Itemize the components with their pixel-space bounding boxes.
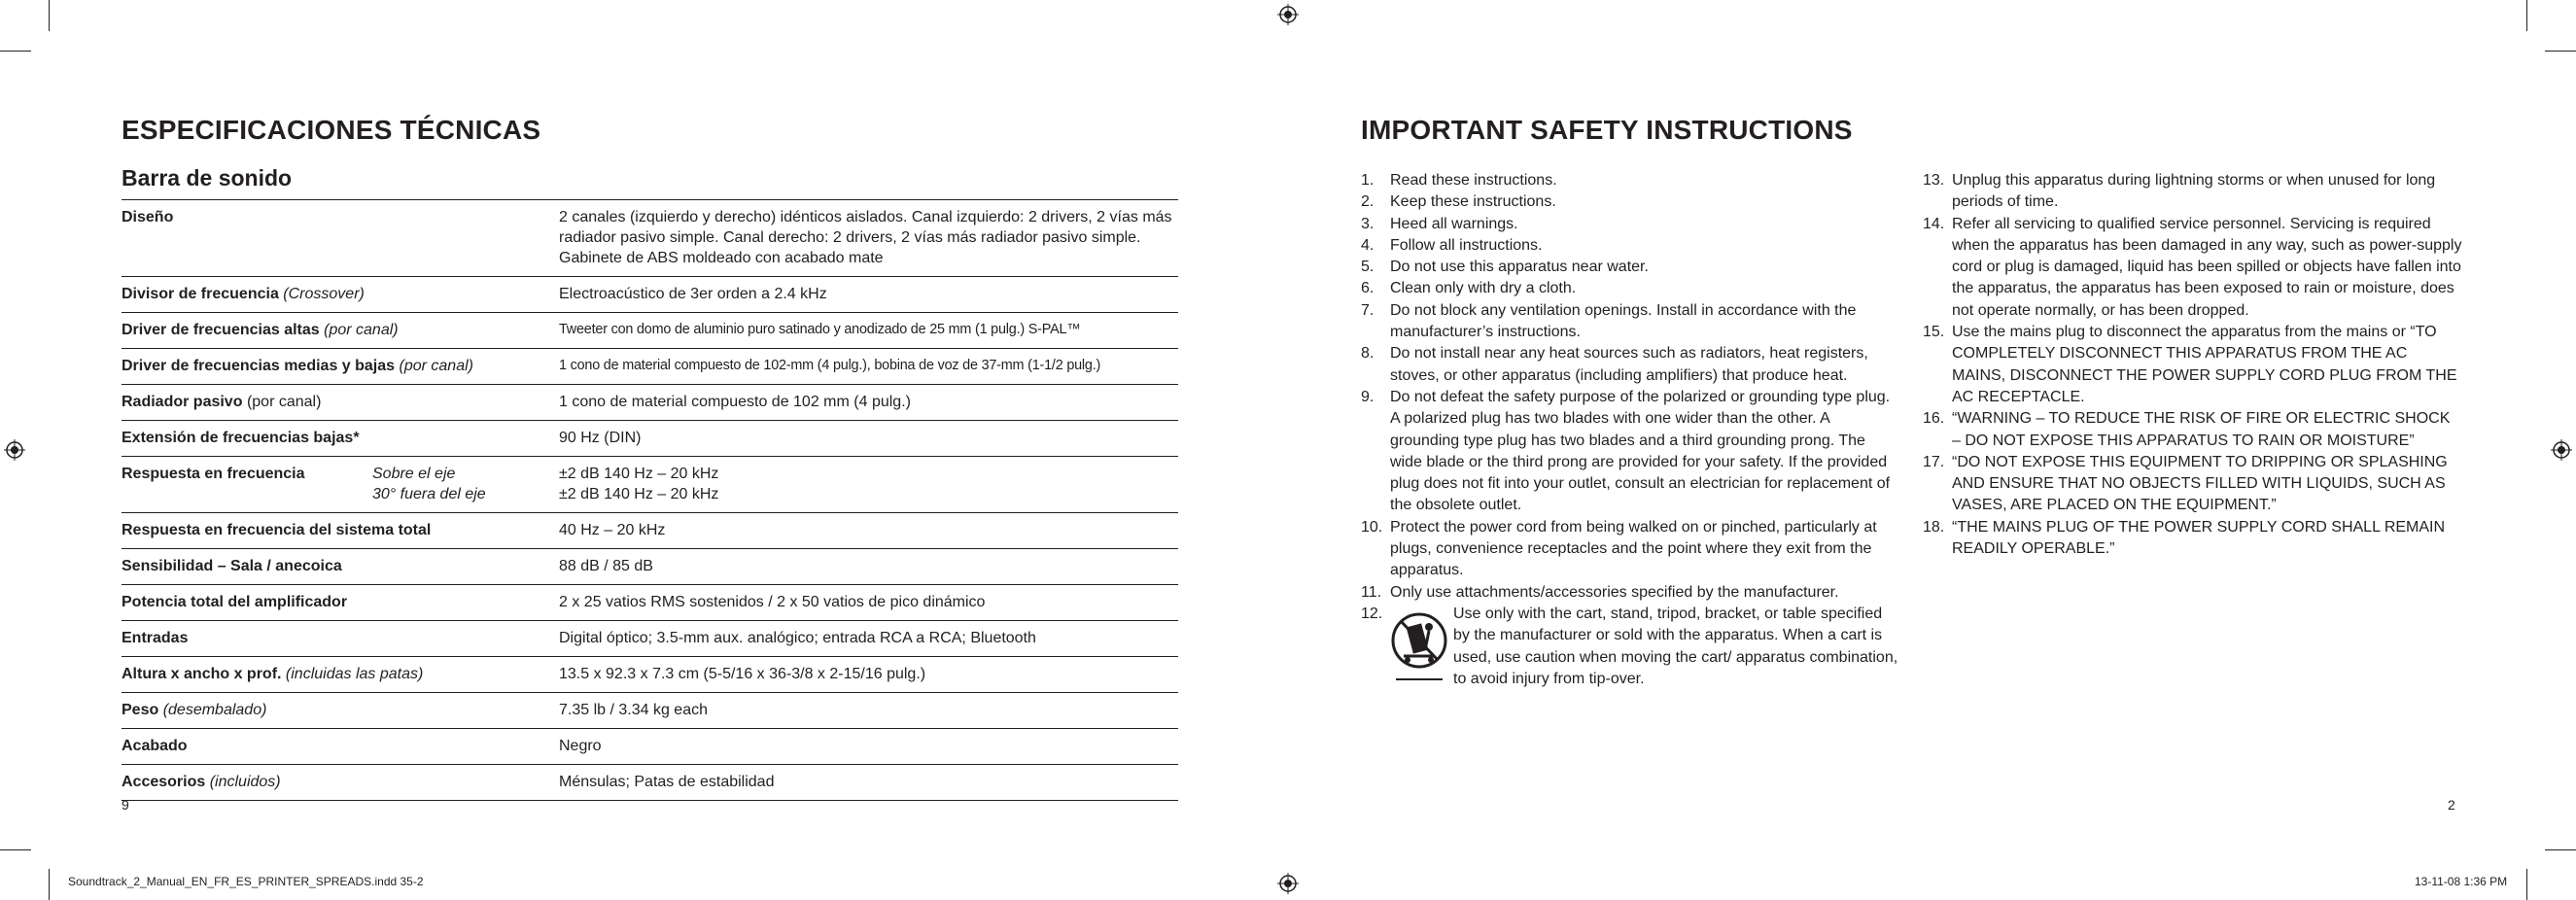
spec-value: 88 dB / 85 dB [559, 558, 653, 574]
instruction-text: Heed all warnings. [1390, 215, 1518, 232]
slug-filename: Soundtrack_2_Manual_EN_FR_ES_PRINTER_SPREADS.indd 35-2 [68, 875, 424, 888]
crop-mark [2545, 51, 2576, 52]
spec-value: 1 cono de material compuesto de 102 mm (4 pulg.) [559, 394, 911, 410]
instructions-column-2 [1923, 170, 2462, 560]
instruction-text: Only use attachments/accessories specified by the manufacturer. [1390, 583, 1839, 601]
spec-label-text: Sensibilidad – Sala / anecoica [122, 558, 342, 574]
registration-mark-icon [1277, 873, 1299, 894]
spec-row [122, 349, 1178, 385]
spec-label-note: (por canal) [324, 322, 399, 338]
instruction-number: 11. [1361, 583, 1382, 601]
instruction-item [1923, 322, 2462, 408]
crop-mark [0, 849, 31, 850]
registration-mark-icon [1277, 4, 1299, 25]
instruction-number: 3. [1361, 215, 1375, 232]
spec-label-text: Respuesta en frecuencia del sistema total [122, 522, 432, 538]
spec-label-note: (por canal) [246, 394, 322, 410]
instruction-text: “DO NOT EXPOSE THIS EQUIPMENT TO DRIPPING OR SPLASHING AND ENSURE THAT NO OBJECTS FILLED WITH LIQUIDS, SUCH AS VASES, ARE PLACED ON THE EQUIPMENT.” [1952, 453, 2448, 514]
spec-row [122, 729, 1178, 765]
spec-value: 40 Hz – 20 kHz [559, 522, 666, 538]
instruction-text: “THE MAINS PLUG OF THE POWER SUPPLY CORD SHALL REMAIN READILY OPERABLE.” [1952, 518, 2446, 558]
spec-label-text: Radiador pasivo [122, 394, 243, 410]
spec-label [122, 736, 559, 756]
registration-mark-icon [4, 439, 25, 461]
instruction-item [1923, 214, 2462, 322]
spec-label [122, 392, 559, 412]
spec-label [122, 356, 559, 376]
spec-value: 2 canales (izquierdo y derecho) idénticos aislados. Canal izquierdo: 2 drivers, 2 vías más radiador pasivo simple. Canal derecho: 2 drivers, 2 vías más radiador pasivo simple. Gabinete de ABS moldeado con acabado mate [559, 209, 1172, 266]
spec-label-text: Respuesta en frecuencia [122, 466, 305, 482]
spec-row [122, 657, 1178, 693]
instruction-item [1361, 387, 1900, 517]
crop-mark [2545, 849, 2576, 850]
instruction-number: 12. [1361, 605, 1383, 622]
instruction-text: Read these instructions. [1390, 172, 1557, 189]
cart-warning-icon [1390, 606, 1448, 683]
spec-table [122, 199, 1178, 801]
instruction-item [1361, 300, 1900, 344]
spec-row [122, 513, 1178, 549]
spec-value: Tweeter con domo de aluminio puro satinado y anodizado de 25 mm (1 pulg.) S-PAL™ [559, 322, 1081, 337]
spec-label [122, 556, 559, 576]
instruction-item [1361, 343, 1900, 387]
spec-label [122, 700, 559, 720]
spec-label-text: Diseño [122, 209, 174, 225]
instruction-item [1361, 517, 1900, 582]
spec-row [122, 549, 1178, 585]
spec-label-text: Accesorios [122, 774, 206, 790]
spec-label-note: (por canal) [399, 358, 473, 374]
crop-mark [49, 869, 50, 900]
instruction-text: Refer all servicing to qualified service personnel. Servicing is required when the apparatus has been damaged in any way, such as power-supply cord or plug is damaged, liquid has been spilled or objects have fallen into the apparatus, the apparatus has been exposed to rain or moisture, does not operate normally, or has been dropped. [1952, 215, 2462, 319]
instruction-number: 2. [1361, 193, 1375, 211]
spec-row [122, 765, 1178, 801]
instruction-text: Keep these instructions. [1390, 193, 1556, 211]
instruction-number: 5. [1361, 259, 1375, 276]
spec-row [122, 621, 1178, 657]
crop-mark [2526, 0, 2527, 31]
instruction-text: Protect the power cord from being walked on or pinched, particularly at plugs, convenience receptacles and the point where they exit from the apparatus. [1390, 518, 1877, 579]
instruction-item [1361, 214, 1900, 235]
spec-row [122, 421, 1178, 457]
instruction-text: Do not defeat the safety purpose of the polarized or grounding type plug. A polarized plug has two blades with one wider than the other. A grounding type plug has two blades and a third grounding prong. The wide blade or the third prong are provided for your safety. If the provided plug does not fit into your outlet, consult an electrician for replacement of the obsolete outlet. [1390, 388, 1891, 514]
slug-date: 13-11-08 1:36 PM [2415, 875, 2508, 888]
spec-label [122, 628, 559, 648]
spec-label [122, 772, 559, 792]
spec-row [122, 313, 1178, 349]
spec-value: Ménsulas; Patas de estabilidad [559, 774, 775, 790]
page-number: 2 [2448, 797, 2455, 813]
instruction-text: Do not use this apparatus near water. [1390, 259, 1649, 276]
spec-label [122, 320, 559, 340]
instruction-item [1923, 408, 2462, 452]
instruction-item [1923, 452, 2462, 517]
instruction-text: Do not block any ventilation openings. Install in accordance with the manufacturer’s instructions. [1390, 301, 1857, 341]
instruction-item [1361, 191, 1900, 213]
spec-value: ±2 dB 140 Hz – 20 kHz ±2 dB 140 Hz – 20 kHz [559, 466, 719, 502]
instruction-item [1361, 582, 1900, 604]
instruction-text: Use the mains plug to disconnect the apparatus from the mains or “TO COMPLETELY DISCONNECT THIS APPARATUS FROM THE AC MAINS, DISCONNECT THE POWER SUPPLY CORD PLUG FROM THE AC RECEPTACLE. [1952, 324, 2457, 405]
instruction-text: Clean only with dry a cloth. [1390, 280, 1577, 297]
spec-label-note: (desembalado) [162, 702, 267, 718]
instruction-item [1361, 170, 1900, 191]
page-title: ESPECIFICACIONES TÉCNICAS [122, 115, 541, 145]
spec-label-note: (incluidas las patas) [285, 666, 424, 682]
spec-label-text: Entradas [122, 630, 189, 646]
instruction-number: 6. [1361, 280, 1375, 297]
spec-value: 2 x 25 vatios RMS sostenidos / 2 x 50 vatios de pico dinámico [559, 594, 986, 610]
spec-label [122, 284, 559, 304]
page-title: IMPORTANT SAFETY INSTRUCTIONS [1361, 115, 1853, 145]
instruction-number: 8. [1361, 345, 1375, 363]
instruction-item [1361, 257, 1900, 278]
spec-label [122, 592, 559, 612]
instruction-number: 15. [1923, 324, 1945, 341]
instructions-column-1 [1361, 170, 1900, 691]
instruction-number: 18. [1923, 518, 1945, 536]
spec-label-note: (Crossover) [283, 286, 365, 302]
spec-label-text: Acabado [122, 738, 188, 754]
page-number: 9 [122, 797, 129, 813]
instruction-number: 16. [1923, 410, 1945, 428]
instruction-number: 13. [1923, 172, 1945, 189]
spec-label-text: Peso [122, 702, 159, 718]
spec-value: Electroacústico de 3er orden a 2.4 kHz [559, 286, 827, 302]
instruction-text: Follow all instructions. [1390, 236, 1543, 254]
spec-value: 13.5 x 92.3 x 7.3 cm (5-5/16 x 36-3/8 x 2-15/16 pulg.) [559, 666, 926, 682]
spec-label-text: Altura x ancho x prof. [122, 666, 282, 682]
spec-label-text: Driver de frecuencias altas [122, 322, 320, 338]
instruction-number: 9. [1361, 388, 1375, 405]
instruction-number: 1. [1361, 172, 1375, 189]
spec-label-text: Divisor de frecuencia [122, 286, 279, 302]
spec-row [122, 457, 1178, 513]
spec-value: 90 Hz (DIN) [559, 430, 642, 446]
spec-label [122, 664, 559, 684]
instruction-item [1361, 235, 1900, 257]
instruction-number: 7. [1361, 301, 1375, 319]
instruction-number: 4. [1361, 236, 1375, 254]
spec-sub-label: Sobre el eje 30° fuera del eje [372, 466, 486, 502]
spec-row [122, 585, 1178, 621]
spec-label [122, 520, 559, 540]
crop-mark [49, 0, 50, 31]
instruction-number: 17. [1923, 453, 1945, 470]
spec-label-text: Driver de frecuencias medias y bajas [122, 358, 396, 374]
spec-value: 1 cono de material compuesto de 102-mm (4 pulg.), bobina de voz de 37-mm (1-1/2 pulg.) [559, 358, 1101, 373]
registration-mark-icon [2551, 439, 2572, 461]
spec-label-text: Potencia total del amplificador [122, 594, 348, 610]
spec-row [122, 385, 1178, 421]
spec-row [122, 277, 1178, 313]
instruction-text: Use only with the cart, stand, tripod, bracket, or table specified by the manufacturer or sold with the apparatus. When a cart is used, use caution when moving the cart/ apparatus combination, to avoid injury from tip-over. [1453, 605, 1898, 687]
spec-row [122, 693, 1178, 729]
spec-value: Negro [559, 738, 602, 754]
spec-value: Digital óptico; 3.5-mm aux. analógico; entrada RCA a RCA; Bluetooth [559, 630, 1036, 646]
spec-label [122, 428, 559, 448]
instruction-item [1361, 278, 1900, 299]
spec-label-note: (incluidos) [209, 774, 281, 790]
crop-mark [2526, 869, 2527, 900]
instruction-text: “WARNING – TO REDUCE THE RISK OF FIRE OR ELECTRIC SHOCK – DO NOT EXPOSE THIS APPARATUS TO RAIN OR MOISTURE” [1952, 410, 2451, 449]
instruction-item [1361, 604, 1900, 691]
instruction-text: Unplug this apparatus during lightning storms or when unused for long periods of time. [1952, 172, 2436, 211]
instruction-number: 10. [1361, 518, 1383, 536]
spec-row [122, 200, 1178, 277]
instruction-item [1923, 170, 2462, 214]
spec-value: 7.35 lb / 3.34 kg each [559, 702, 708, 718]
spec-label-text: Extensión de frecuencias bajas* [122, 430, 360, 446]
crop-mark [0, 51, 31, 52]
instruction-text: Do not install near any heat sources such as radiators, heat registers, stoves, or other apparatus (including amplifiers) that produce heat. [1390, 345, 1868, 384]
section-title: Barra de sonido [122, 165, 293, 190]
instruction-item [1923, 517, 2462, 561]
spec-label [122, 207, 559, 227]
instruction-number: 14. [1923, 215, 1945, 232]
